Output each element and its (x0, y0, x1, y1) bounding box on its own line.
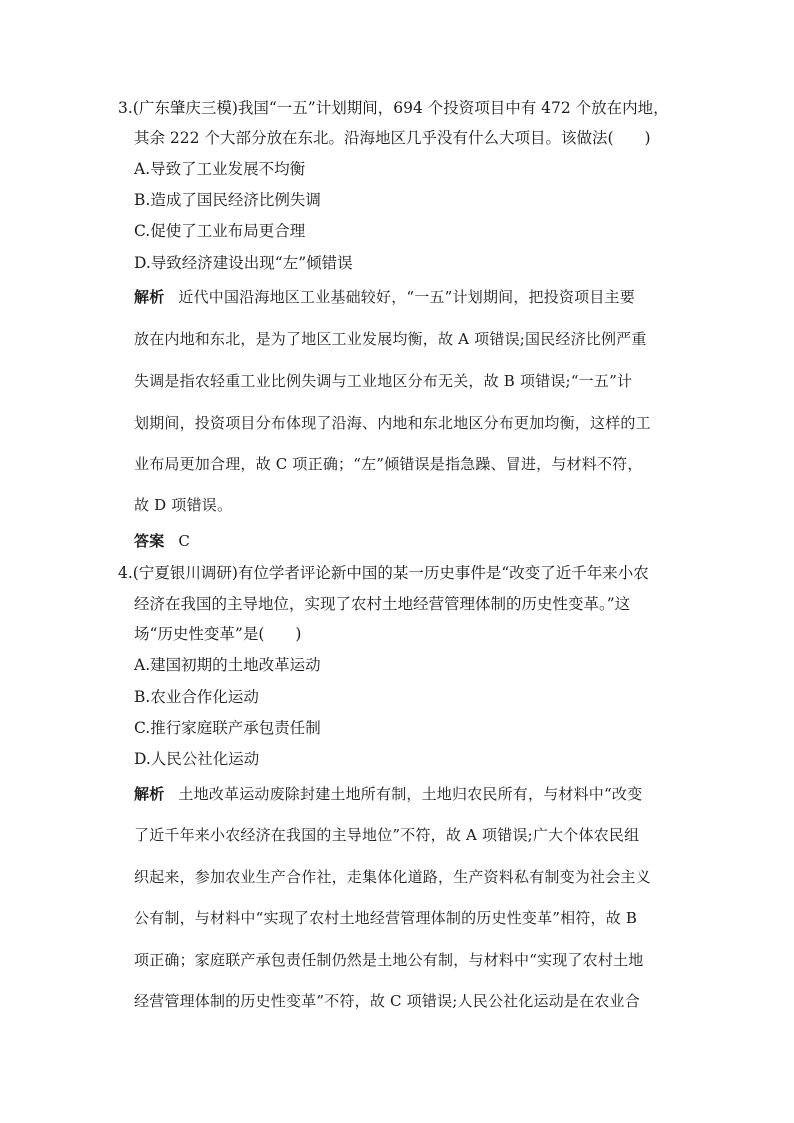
question-4-stem-line-1: 4.(宁夏银川调研)有位学者评论新中国的某一历史事件是“改变了近千年来小农 (118, 564, 649, 582)
question-4-analysis-line-2: 了近千年来小农经济在我国的主导地位”不符，故 A 项错误;广大个体农民组 (134, 826, 640, 844)
question-4-stem-line-2: 经济在我国的主导地位，实现了农村土地经营管理体制的历史性变革。”这 (134, 595, 631, 613)
question-3-analysis-line-3: 失调是指农轻重工业比例失调与工业地区分布无关，故 B 项错误;“一五”计 (134, 372, 633, 390)
answer-value: C (178, 532, 191, 550)
question-4-analysis-line-1 (134, 783, 642, 805)
question-3-analysis-line-1 (134, 286, 635, 308)
analysis-text: 近代中国沿海地区工业基础较好，“一五”计划期间，把投资项目主要 (178, 288, 635, 306)
question-4-option-d: D.人民公社化运动 (134, 750, 260, 768)
question-4-option-b: B.农业合作化运动 (134, 688, 259, 706)
question-3-analysis-line-4: 划期间，投资项目分布体现了沿海、内地和东北地区分布更加均衡，这样的工 (134, 414, 651, 432)
question-4-stem-line-3: 场“历史性变革”是( ) (134, 625, 302, 643)
analysis-label: 解析 (134, 785, 165, 803)
question-3-analysis-line-2: 放在内地和东北，是为了地区工业发展均衡，故 A 项错误;国民经济比例严重 (134, 330, 647, 348)
question-3-analysis-line-6: 故 D 项错误。 (134, 496, 233, 514)
question-3-option-c: C.促使了工业布局更合理 (134, 222, 306, 240)
question-3-option-d: D.导致经济建设出现“左”倾错误 (134, 254, 353, 272)
question-3-stem-line-1: 3.(广东肇庆三模)我国“一五”计划期间，694 个投资项目中有 472 个放在内地， (118, 99, 669, 117)
question-4-analysis-line-5: 项正确；家庭联产承包责任制仍然是土地公有制，与材料中“实现了农村土地 (134, 951, 644, 969)
question-4-analysis-line-3: 织起来，参加农业生产合作社，走集体化道路，生产资料私有制变为社会主义 (134, 868, 651, 886)
question-4-analysis-line-6: 经营管理体制的历史性变革”不符，故 C 项错误;人民公社化运动是在农业合 (134, 992, 640, 1010)
question-4-option-a: A.建国初期的土地改革运动 (134, 656, 321, 674)
answer-label: 答案 (134, 532, 165, 550)
question-4-option-c: C.推行家庭联产承包责任制 (134, 719, 321, 737)
question-3-stem-line-2: 其余 222 个大部分放在东北。沿海地区几乎没有什么大项目。该做法( ) (134, 129, 651, 147)
question-3-option-b: B.造成了国民经济比例失调 (134, 191, 321, 209)
question-3-analysis-line-5: 业布局更加合理，故 C 项正确；“左”倾错误是指急躁、冒进，与材料不符， (134, 455, 643, 473)
question-3-option-a: A.导致了工业发展不均衡 (134, 160, 306, 178)
question-4-analysis-line-4: 公有制，与材料中“实现了农村土地经营管理体制的历史性变革”相符，故 B (134, 909, 638, 927)
question-3-answer (134, 530, 190, 552)
analysis-label: 解析 (134, 288, 165, 306)
analysis-text: 土地改革运动废除封建土地所有制，土地归农民所有，与材料中“改变 (178, 785, 643, 803)
